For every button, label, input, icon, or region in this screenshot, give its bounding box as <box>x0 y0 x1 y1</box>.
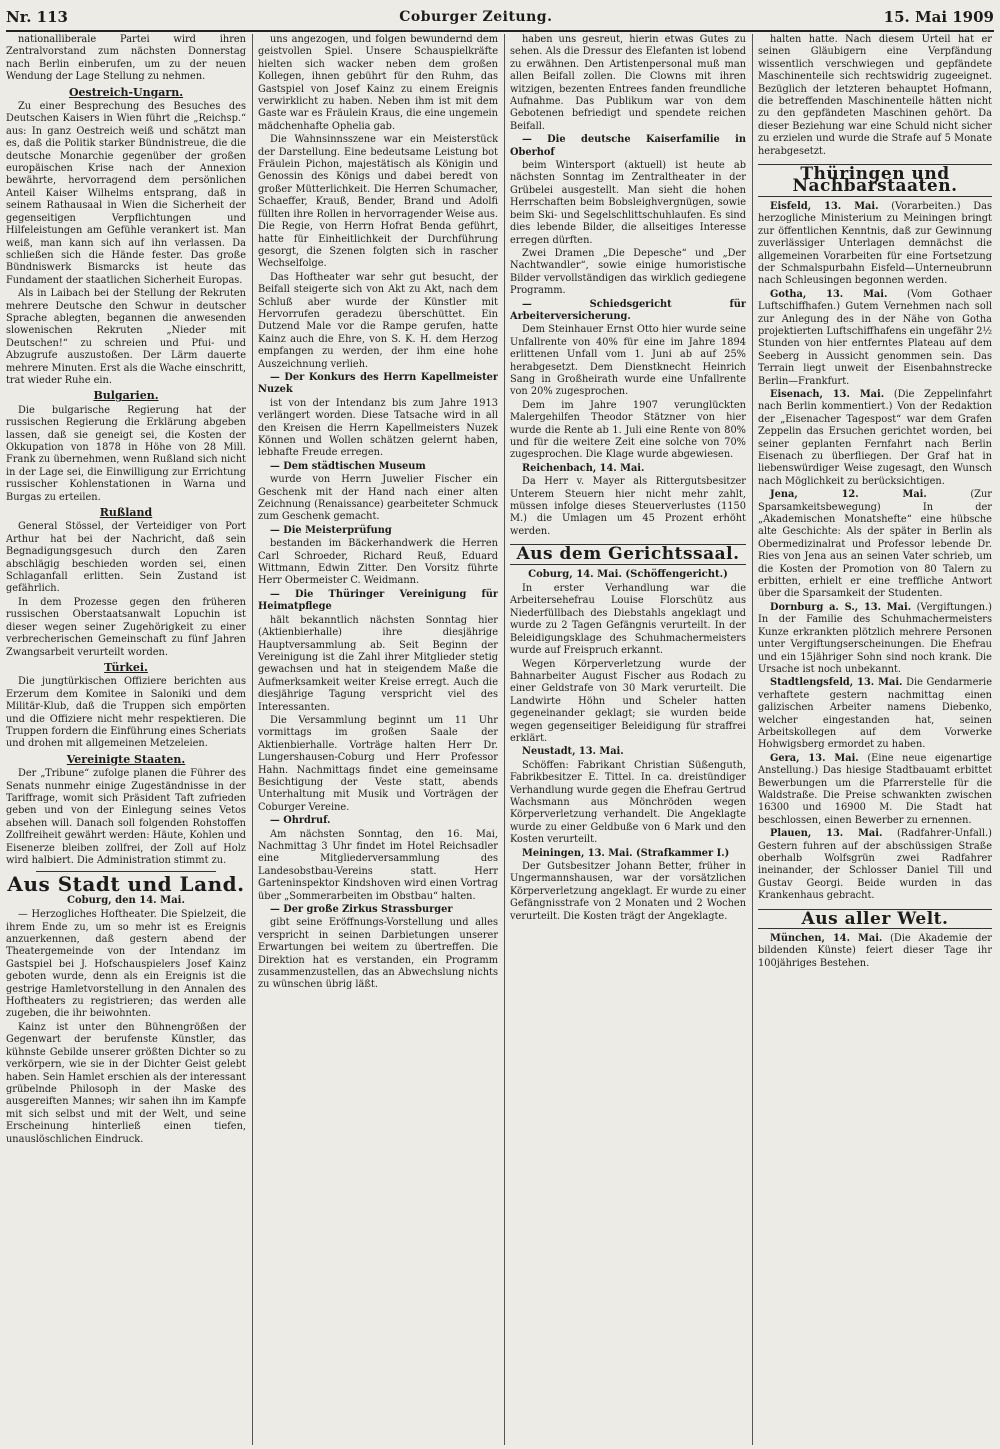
article-text: (Zur Sparsamkeitsbewegung) In der „Akademischen Monatshefte“ eine hübsche alte Geschichte: Als der später in Berlin als Obermedizinalrat und Professor lebende Dr. Ries von Jena aus an seinen Vater schrieb, um die Kosten der Promotion von 80 Talern zu erbitten, erhielt er eine treffliche Antwort über die Sparsamkeit der Studenten. <box>758 489 992 600</box>
article-text: uns angezogen, und folgen bewundernd dem geistvollen Spiel. Unsere Schauspielkräfte hielten sich wacker neben dem großen Kollegen, ihnen gebührt für den Ruhm, das Gastspiel von Josef Kainz zu einem Ereignis verwirklicht zu haben. Neben ihm ist mit dem Gaste war es Fräulein Kraus, die eine ungemein mädchenhafte Ophelia gab. <box>258 34 498 132</box>
section-heading: Oestreich-Ungarn. <box>68 85 184 99</box>
article-text: Als in Laibach bei der Stellung der Rekruten mehrere Deutsche den Schwur in deutscher Sprache ablegten, begannen die anwesenden slowenischen Rekruten „Nieder mit Deutschen!“ zu schreien und Pfui- und Abzugrufe auszustoßen. Der Lärm dauerte mehrere Minuten. Erst als die Wache einschritt, trat wieder Ruhe ein. <box>6 288 246 386</box>
article-text: In erster Verhandlung war die Arbeitersehefrau Louise Florschütz aus Niederfüllbach des Diebstahls angeklagt und wurde zu 2 Tagen Gefängnis verurteilt. In der Beleidigungsklage des Schuhmachermeisters wurde auf Freispruch erkannt. <box>510 583 746 657</box>
column-rule <box>752 34 753 1445</box>
article-text: Da Herr v. Mayer als Rittergutsbesitzer Unterem Steuern hier nicht mehr zahlt, müssen infolge dieses Steuerverlustes (1150 M.) die Umlagen um 45 Prozent erhöht werden. <box>510 476 746 537</box>
article-text: Zu einer Besprechung des Besuches des Deutschen Kaisers in Wien führt die „Reichsp.“ aus: In ganz Oestreich weiß und schätzt man es, daß die Politik starker Bündnistreue, die die deutsche Monarchie gegenüber der großen europäischen Krise nach der Annexion bewährte, hervorragend dem persönlichen Anteil Kaiser Wilhelms entsprang, daß in seinem Rathausaal in Wien die Sicherheit der gegenseitigen Verpflichtungen und Hilfeleistungen am Gefühle verankert ist. Man weiß, man kann sich auf ihn verlassen. Da schließen sich die Hände fester. Das große Bündniswerk Bismarcks ist heute das Fundament der staatlichen Sicherheit Europas. <box>6 101 246 286</box>
article-text: Die Versammlung beginnt um 11 Uhr vormittags im großen Saale der Aktienbierhalle. Vorträge halten Herr Dr. Lungershausen-Coburg und Herr Professor Hahn. Nachmittags findet eine gemeinsame Besichtigung der Veste statt, abends Unterhaltung mit Musik und Vorträgen der Coburger Vereine. <box>258 714 498 813</box>
article-text: (Vergiftungen.) In der Familie des Schuhmachermeisters Kunze erkrankten plötzlich mehrere Personen unter Vergiftungserscheinungen. Die Ehefrau und ein 15jähriger Sohn sind noch krank. Die Ursache ist noch unbekannt. <box>758 601 992 675</box>
article-subhead: — Der große Zirkus Strassburger <box>270 904 453 916</box>
article-text: Schöffen: Fabrikant Christian Süßenguth, Fabrikbesitzer E. Tittel. In ca. dreistündiger Verhandlung wurde gegen die Ehefrau Gertrud Wachsmann aus Mönchröden wegen Körperverletzung verhandelt. Die Angeklagte wurde zu einer Geldbuße von 6 Mark und den Kosten verurteilt. <box>510 759 746 846</box>
article-text: Die Wahnsinnsszene war ein Meisterstück der Darstellung. Eine bedeutsame Leistung bot Fräulein Pichon, majestätisch als Königin und Genossin des Königs und dabei beredt von großer Mütterlichkeit. Die Herren Schumacher, Schaeffer, Krauß, Bender, Brand und Adolfi füllten ihre Rollen in hervorragender Weise aus. Die Regie, von Herrn Hofrat Benda geführt, hatte für Einheitlichkeit der Durchführung gesorgt, die Szenen folgten sich in rascher Wechselfolge. <box>258 134 498 270</box>
column-4 <box>758 34 992 1445</box>
masthead <box>6 4 994 32</box>
article-subhead: Gotha, 13. Mai. <box>770 288 888 300</box>
article-text: ist von der Intendanz bis zum Jahre 1913 verlängert worden. Diese Tatsache wird in all den Kreisen die Herrn Kapellmeisters Nuzek Können und Wollen schätzen gelernt haben, lebhafte Freude erregen. <box>258 397 498 459</box>
section-title: Aus Stadt und Land. <box>7 872 245 897</box>
article-text: (Die Akademie der bildenden Künste) feiert dieser Tage ihr 100jähriges Bestehen. <box>758 933 992 969</box>
article-subhead: München, 14. Mai. <box>770 933 883 945</box>
article-subhead: — Dem städtischen Museum <box>270 460 426 472</box>
article-text: Das Hoftheater war sehr gut besucht, der Beifall steigerte sich von Akt zu Akt, nach dem Schluß aber wurde der Künstler mit Hervorrufen geradezu überschüttet. Ein Dutzend Male vor die Rampe gerufen, hatte Kainz auch die Ehre, von S. K. H. dem Herzog empfangen zu werden, der ihm eine hohe Auszeichnung verlieh. <box>258 271 498 370</box>
article-text: (Vom Gothaer Luftschiffhafen.) Gutem Vernehmen nach soll zur Anlegung des in der Nähe von Gotha projektierten Luftschiffhafens ein ungefähr 2½ Stunden von hier entferntes Plateau auf dem Seeberg in Aussicht genommen sein. Das Terrain liegt unweit der Eisenbahnstrecke Berlin—Frankfurt. <box>758 288 992 387</box>
section-heading: Bulgarien. <box>93 389 159 403</box>
article-text: Zwei Dramen „Die Depesche“ und „Der Nachtwandler“, sowie einige humoristische Bilder vervollständigen das wirklich gediegene Programm. <box>510 247 746 297</box>
article-text: Am nächsten Sonntag, den 16. Mai, Nachmittag 3 Uhr findet im Hotel Reichsadler eine Mitgliederversammlung des Landesobstbau-Vereins statt. Herr Garteninspektor Kindshoven wird einen Vortrag über „Sommerarbeiten im Obstbau“ halten. <box>258 828 498 902</box>
section-heading: Türkei. <box>104 660 148 674</box>
issue-date: 15. Mai 1909 <box>883 8 994 26</box>
article-subhead: Dornburg a. S., 13. Mai. <box>770 601 912 613</box>
article-subhead: — Die Thüringer Vereinigung für Heimatpflege <box>258 588 498 613</box>
issue-number: Nr. 113 <box>6 8 68 26</box>
article-text: Die jungtürkischen Offiziere berichten aus Erzerum dem Komitee in Saloniki und dem Militär-Klub, daß die Truppen sich empörten und die Offiziere nicht mehr respektieren. Die Truppen fordern die Einführung eines Scheriats und drohen mit allgemeinen Metzeleien. <box>6 676 246 750</box>
article-text: hält bekanntlich nächsten Sonntag hier (Aktienbierhalle) ihre diesjährige Hauptversammlung ab. Seit Beginn der Vereinigung ist die Zahl ihrer Mitglieder stetig gewachsen und hat in steigendem Maße die Aufmerksamkeit weiter Kreise erregt. Auch die diesjährige Tagung verspricht viel des Interessanten. <box>258 614 498 713</box>
article-subhead: Reichenbach, 14. Mai. <box>522 462 645 474</box>
section-title: Aus dem Gerichtssaal. <box>510 544 746 564</box>
article-text: Die Gendarmerie verhaftete gestern nachmittag einen galizischen Arbeiter namens Diebenko, welcher eingestanden hat, seinen Arbeitskollegen auf dem Vorwerke Hohwigsberg ermordet zu haben. <box>758 677 992 751</box>
article-text: Dem im Jahre 1907 verunglückten Malergehilfen Theodor Stätzner von hier wurde die Rente ab 1. Juli eine Rente von 80% und für die weitere Zeit eine solche von 70% zugesprochen. Die Klage wurde abgewiesen. <box>510 399 746 461</box>
article-text: Der „Tribune“ zufolge planen die Führer des Senats nunmehr einige Zugeständnisse in der Tariffrage, womit sich Präsident Taft zufrieden geben und von der Einlegung seines Vetos absehen will. Danach soll folgenden Rohstoffen Zollfreiheit gewährt werden: Häute, Kohlen und Eisenerze bleiben zollfrei, der Zoll auf Holz wird halbiert. Die Administration stimmt zu. <box>6 768 246 866</box>
article-subhead: Eisenach, 13. Mai. <box>770 388 885 400</box>
article-text: Der Gutsbesitzer Johann Better, früher in Ungermannshausen, war der vorsätzlichen Körperverletzung angeklagt. Er wurde zu einer Gefängnisstrafe von 2 Monaten und 2 Wochen verurteilt. Die Kosten trägt der Angeklagte. <box>510 861 746 922</box>
newspaper-title: Coburger Zeitung. <box>399 9 553 25</box>
column-rule <box>252 34 253 1445</box>
dateline: Coburg, den 14. Mai. <box>67 894 185 906</box>
article-text: (Radfahrer-Unfall.) Gestern fuhren auf der abschüssigen Straße oberhalb Wolfsgrün zwei Radfahrer ineinander, der Schlosser Daniel Till und Gustav Georgi. Beide wurden in das Krankenhaus gebracht. <box>758 828 992 902</box>
article-subhead: Plauen, 13. Mai. <box>770 828 883 840</box>
article-subhead: — Die Meisterprüfung <box>270 524 392 536</box>
article-text: Kainz ist unter den Bühnengrößen der Gegenwart der berufenste Künstler, das kühnste Gebilde unserer größten Dichter so zu verkörpern, wie sie in der Dichter Geist gelebt haben. Sein Hamlet erschien als der interessant grübelnde Philosoph in der Maske des ausgereiften Mannes; wir sahen ihn im Kampfe mit sich selbst und mit der Welt, und seine Erscheinung hinterließ einen tiefen, unauslöschlichen Eindruck. <box>6 1021 246 1145</box>
article-subhead: Jena, 12. Mai. <box>770 489 927 501</box>
article-text: beim Wintersport (aktuell) ist heute ab nächsten Sonntag im Zentraltheater in der Grübelei ausgestellt. Man sieht die hohen Herrschaften beim Bobsleighvergnügen, sowie beim Ski- und Segelschlittschuhlaufen. Es sind dies lebende Bilder, die allseitiges Interesse erregen dürften. <box>510 160 746 246</box>
article-text: Die bulgarische Regierung hat der russischen Regierung die Erklärung abgeben lassen, daß sie geneigt sei, die Kosten der Okkupation von 1878 in Höhe von 28 Mill. Frank zu übernehmen, wenn Rußland sich nicht in der Lage sei, die Einwilligung zur Errichtung russischer Kohlenstationen in Warna und Burgas zu erteilen. <box>6 404 246 503</box>
article-text: Dem Steinhauer Ernst Otto hier wurde seine Unfallrente von 40% für eine im Jahre 1894 erlittenen Unfall vom 1. Juni ab auf 25% herabgesetzt. Dem Dienstknecht Heinrich Sang in Großheirath wurde eine Unfallrente von 20% zugesprochen. <box>510 324 746 398</box>
section-heading: Vereinigte Staaten. <box>66 752 186 766</box>
section-title: Thüringen und Nachbarstaaten. <box>758 164 992 197</box>
article-text: haben uns gesreut, hierin etwas Gutes zu sehen. Als die Dressur des Elefanten ist lobend zu erwähnen. Den Artistenpersonal muß man allen Beifall zollen. Die Clowns mit ihren witzigen, bezenten Entrees fanden freundliche Aufnahme. Das Publikum war von dem Gebotenen befriedigt und spendete reichen Beifall. <box>510 34 746 132</box>
article-text: (Eine neue eigenartige Anstellung.) Das hiesige Stadtbauamt erbittet Bewerbungen um die Pfarrerstelle für die Waldstraße. Die Preise schwankten zwischen 16300 und 16900 M. Die Stadt hat beschlossen, einen Bewerber zu ernennen. <box>758 752 992 826</box>
article-text: General Stössel, der Verteidiger von Port Arthur hat bei der Nachricht, daß sein Begnadigungsgesuch durch den Zaren abschlägig beschieden worden sei, einen Schlaganfall erlitten. Sein Zustand ist gefährlich. <box>6 521 246 595</box>
article-text: (Die Zeppelinfahrt nach Berlin kommentiert.) Von der Redaktion der „Eisenacher Tagespost“ war dem Grafen Zeppelin das Ersuchen gerichtet worden, bei seiner geplanten Fernfahrt nach Berlin Eisenach zu überfliegen. Der Graf hat in liebenswürdiger Weise zugesagt, den Wunsch nach Möglichkeit zu berücksichtigen. <box>758 388 992 487</box>
article-text: bestanden im Bäckerhandwerk die Herren Carl Schroeder, Richard Reuß, Eduard Wittmann, Edwin Zitter. Den Vorsitz führte Herr Obermeister C. Weidmann. <box>258 538 498 587</box>
section-heading: Rußland <box>99 506 153 520</box>
article-subhead: Eisfeld, 13. Mai. <box>770 200 879 212</box>
article-subhead: Meiningen, 13. Mai. (Strafkammer I.) <box>522 847 730 859</box>
column-2 <box>258 34 498 1445</box>
column-1 <box>6 34 246 1445</box>
article-text: In dem Prozesse gegen den früheren russischen Oberstaatsanwalt Lopuchin ist dieser wegen seiner Zugehörigkeit zu einer verbrecherischen Gemeinschaft zu fünf Jahren Zwangsarbeit verurteilt worden. <box>6 596 246 658</box>
article-subhead: — Die deutsche Kaiserfamilie in Oberhof <box>510 134 746 158</box>
article-subhead: Neustadt, 13. Mai. <box>522 746 624 758</box>
dateline: Coburg, 14. Mai. (Schöffengericht.) <box>528 568 728 580</box>
column-rule <box>504 34 505 1445</box>
article-text: halten hatte. Nach diesem Urteil hat er seinen Gläubigern eine Verpfändung wissentlich verschwiegen und gepfändete Maschinenteile sich rechtswidrig zugeeignet. Bezüglich der letzteren behauptet Hofmann, die betreffenden Maschinenteile hätten nicht zu den gepfändeten Maschinen gehört. Da dieser Beziehung war eine Schuld nicht sicher zu erzielen und wurde die Strafe auf 5 Monate herabgesetzt. <box>758 34 992 157</box>
column-3 <box>510 34 746 1445</box>
article-text: wurde von Herrn Juwelier Fischer ein Geschenk mit der Hand nach einer alten Zeichnung (Renaissance) gearbeiteter Schmuck zum Geschenk gemacht. <box>258 474 498 523</box>
article-text: nationalliberale Partei wird ihren Zentralvorstand zum nächsten Donnerstag nach Berlin einberufen, um zu der neuen Wendung der Lage Stellung zu nehmen. <box>6 34 246 83</box>
article-text: (Vorarbeiten.) Das herzogliche Ministerium zu Meiningen bringt zur öffentlichen Kenntnis, daß zur Gewinnung zuverlässiger Unterlagen demnächst die allgemeinen Vorarbeiten für eine Fortsetzung der Schmalspurbahn Eisfeld—Unterneubrunn nach Schleusingen begonnen werden. <box>758 200 992 287</box>
article-text: — Herzogliches Hoftheater. Die Spielzeit, die ihrem Ende zu, um so mehr ist es Ereignis anzuerkennen, daß gestern abend der Theatergemeinde von der Intendanz im Gastspiel bei J. Hofschauspielers Josef Kainz geboten wurde, denn als ein Ereignis ist die gestrige Hamletvorstellung in den Annalen des Hoftheaters zu registrieren; das werden alle zugeben, die ihr beiwohnten. <box>6 909 246 1020</box>
article-subhead: Stadtlengsfeld, 13. Mai. <box>770 677 903 689</box>
article-subhead: — Ohrdruf. <box>270 815 331 827</box>
article-subhead: Gera, 13. Mai. <box>770 752 859 764</box>
article-subhead: — Schiedsgericht für Arbeiterversicherung. <box>510 298 746 322</box>
article-text: Wegen Körperverletzung wurde der Bahnarbeiter August Fischer aus Rodach zu einer Geldstrafe von 30 Mark verurteilt. Die Landwirte Höhn und Scheler hatten gegeneinander geklagt; sie wurden beide wegen gegenseitiger Beleidigung für straffrei erklärt. <box>510 658 746 744</box>
section-title: Aus aller Welt. <box>758 909 992 929</box>
article-subhead: — Der Konkurs des Herrn Kapellmeister Nuzek <box>258 371 498 396</box>
article-text: gibt seine Eröffnungs-Vorstellung und alles verspricht in seinen Darbietungen unserer Erwartungen bei weitem zu übertreffen. Die Direktion hat es verstanden, ein Programm zusammenzustellen, das an Abwechslung nichts zu wünschen übrig läßt. <box>258 917 498 991</box>
